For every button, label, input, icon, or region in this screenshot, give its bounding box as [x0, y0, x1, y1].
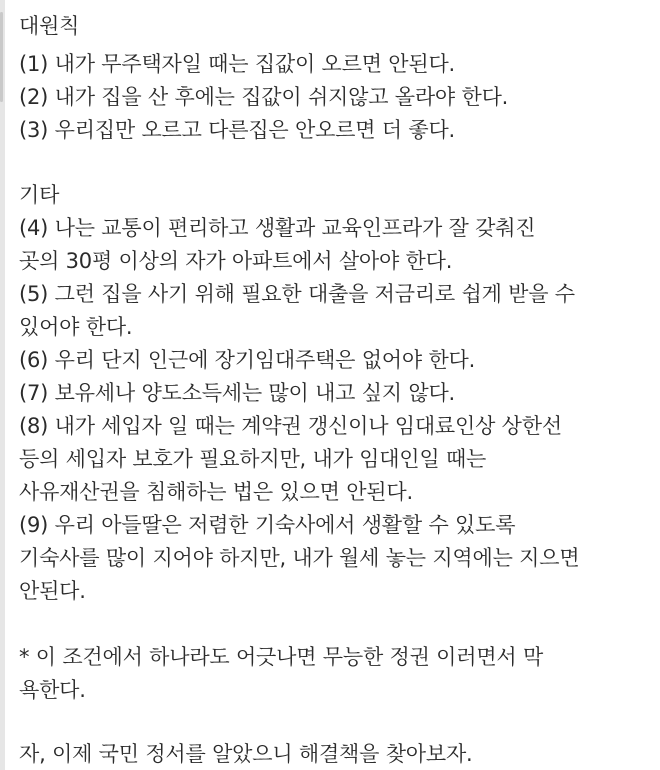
text-line: (1) 내가 무주택자일 때는 집값이 오르면 안된다.	[19, 52, 456, 76]
footnote-line: 욕한다.	[19, 678, 86, 702]
text-line: (2) 내가 집을 산 후에는 집값이 쉬지않고 올라야 한다.	[19, 85, 509, 109]
text-line: 기숙사를 많이 지어야 하지만, 내가 월세 놓는 지역에는 지으면	[19, 546, 580, 570]
text-line: 안된다.	[19, 579, 86, 603]
footnote-line: * 이 조건에서 하나라도 어긋나면 무능한 정권 이러면서 막	[19, 645, 544, 669]
text-line: 사유재산권을 침해하는 법은 있으면 안된다.	[19, 480, 413, 504]
text-line: (4) 나는 교통이 편리하고 생활과 교육인프라가 잘 갖춰진	[19, 216, 536, 240]
text-line: (8) 내가 세입자 일 때는 계약권 갱신이나 임대료인상 상한선	[19, 414, 562, 438]
text-line: 있어야 한다.	[19, 315, 133, 339]
text-line: (3) 우리집만 오르고 다른집은 안오르면 더 좋다.	[19, 118, 456, 142]
text-line: (6) 우리 단지 인근에 장기임대주택은 없어야 한다.	[19, 348, 476, 372]
heading-etc: 기타	[19, 183, 60, 207]
text-line: 등의 세입자 보호가 필요하지만, 내가 임대인일 때는	[19, 447, 487, 471]
text-line: (9) 우리 아들딸은 저렴한 기숙사에서 생활할 수 있도록	[19, 513, 516, 537]
scroll-indicator	[0, 12, 3, 102]
heading-main-principles: 대원칙	[19, 14, 80, 38]
text-line: 곳의 30평 이상의 자가 아파트에서 살아야 한다.	[19, 249, 453, 273]
closing-line: 자, 이제 국민 정서를 알았으니 해결책을 찾아보자.	[19, 742, 473, 766]
left-edge-strip	[0, 0, 5, 770]
text-line: (5) 그런 집을 사기 위해 필요한 대출을 저금리로 쉽게 받을 수	[19, 282, 575, 306]
document-body	[19, 0, 649, 770]
text-line: (7) 보유세나 양도소득세는 많이 내고 싶지 않다.	[19, 381, 456, 405]
